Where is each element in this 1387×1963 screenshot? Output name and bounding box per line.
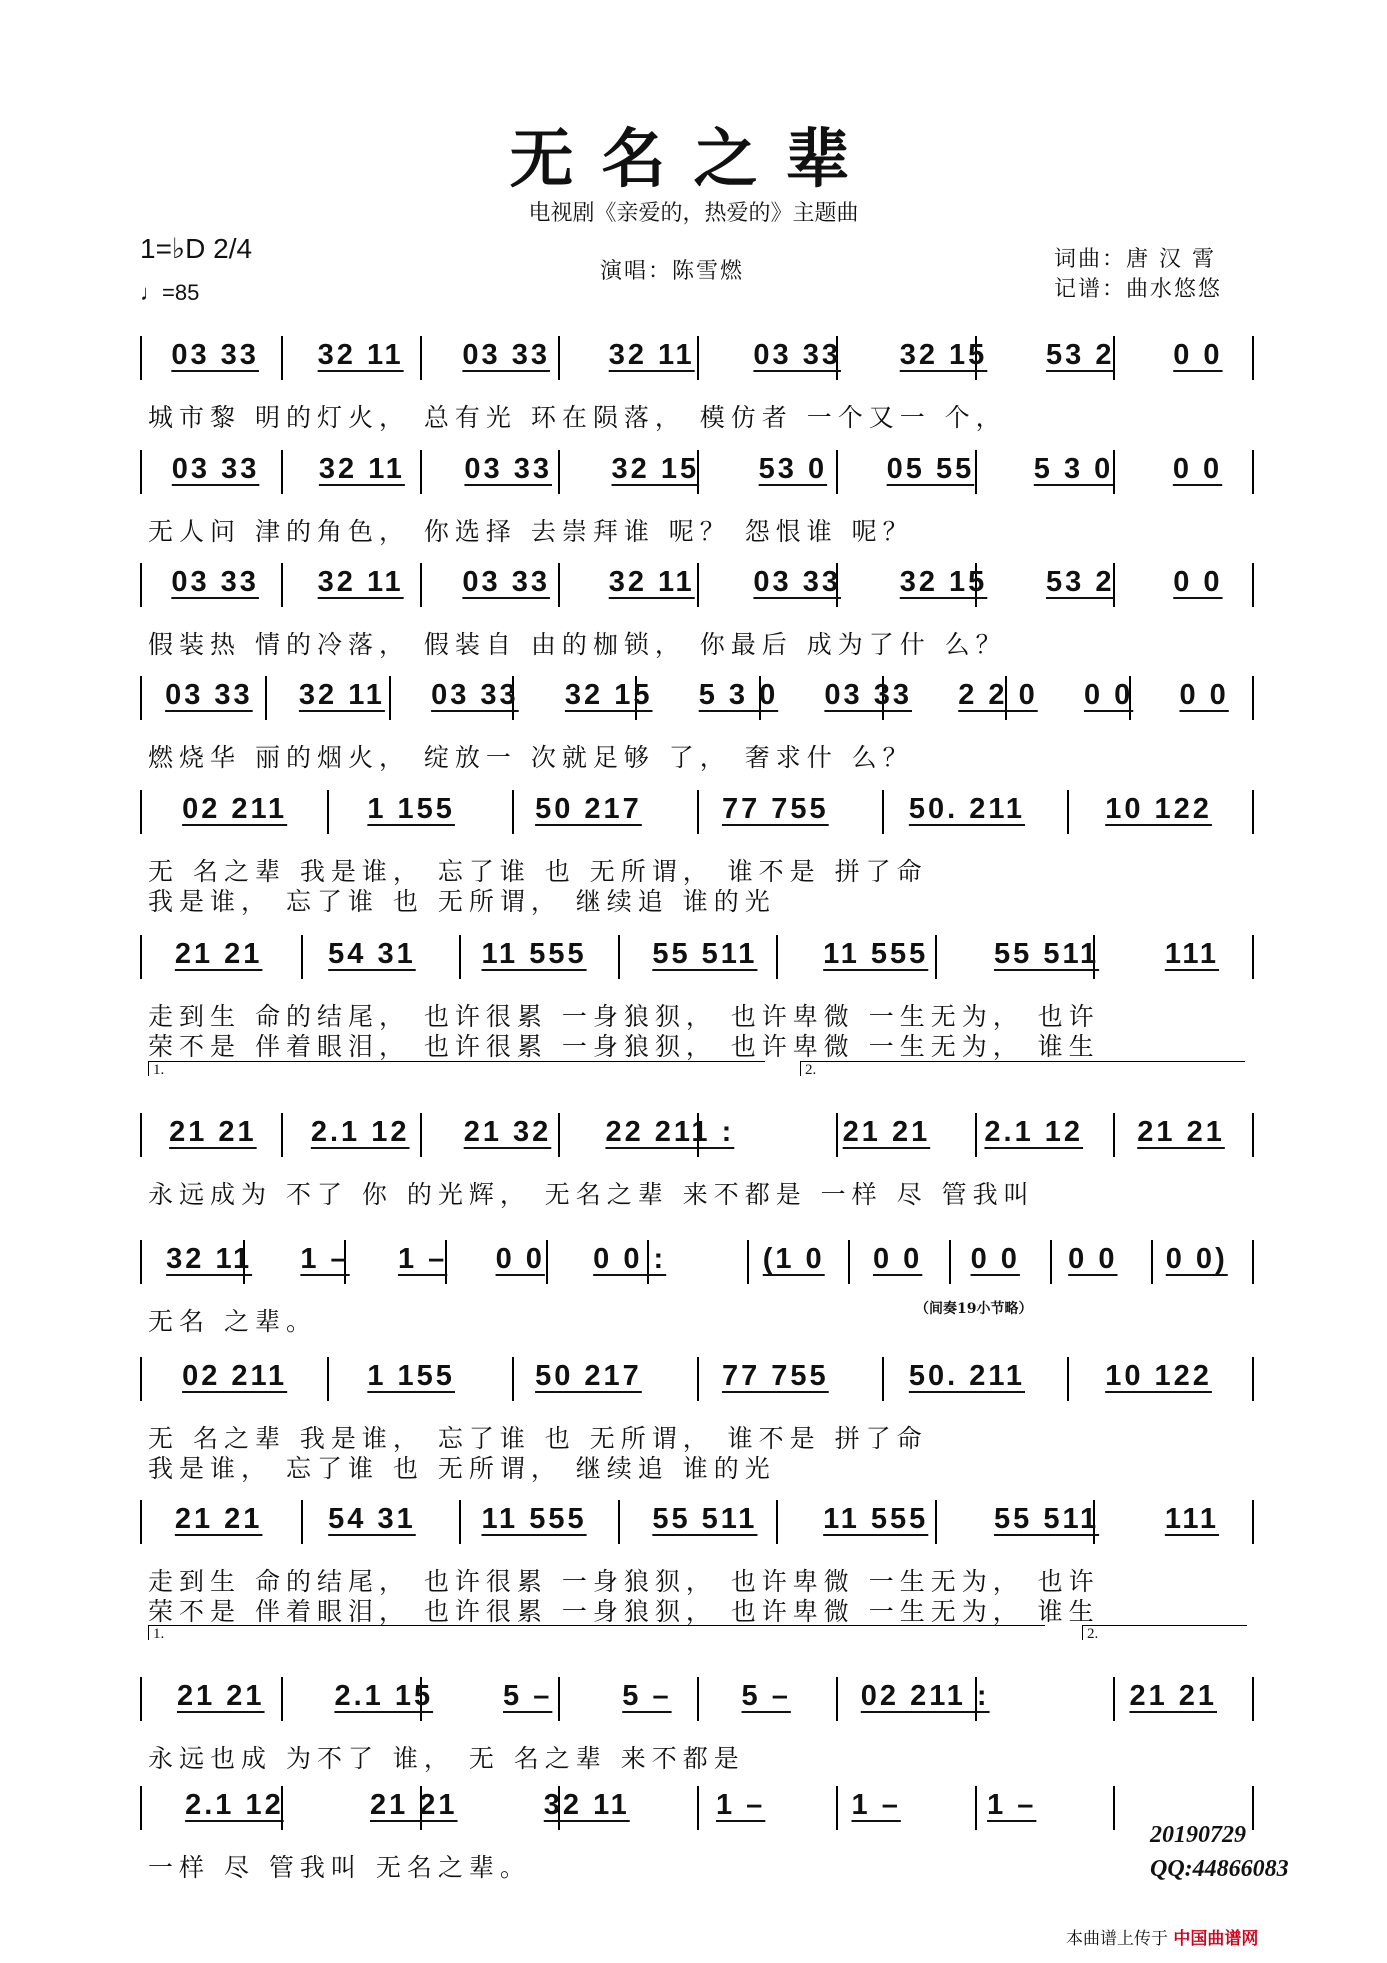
measure: 111 <box>1164 938 1220 970</box>
measure: 0 0 <box>1173 339 1223 371</box>
measure: 02 211 <box>182 1360 288 1392</box>
measure: 0 0 : <box>593 1243 667 1275</box>
measure: 5 – <box>503 1680 553 1712</box>
measure: 32 15 <box>611 453 700 485</box>
measure: 53 2 <box>1046 339 1115 371</box>
note-row <box>142 790 1252 828</box>
qq-number: QQ:44866083 <box>1150 1856 1289 1882</box>
measure: 0 0 <box>1083 679 1134 711</box>
lyric-line: 荣不是 伴着眼泪， 也许很累 一身狼狈， 也许卑微 一生无为， 谁生 <box>148 1032 1100 1061</box>
measure: 03 33 <box>431 679 519 711</box>
measure: 2.1 12 <box>185 1789 284 1821</box>
singer-credit: 演唱：陈雪燃 <box>600 259 745 284</box>
page-subtitle: 电视剧《亲爱的，热爱的》主题曲 <box>528 201 859 226</box>
measure: 03 33 <box>171 339 259 371</box>
note-row <box>142 935 1252 973</box>
measure: 32 11 <box>317 566 404 598</box>
measure: 77 755 <box>721 1360 829 1392</box>
measure: 0 0 <box>1173 566 1223 598</box>
measure: 03 33 <box>171 566 259 598</box>
measure: 2.1 12 <box>310 1116 410 1148</box>
note-row <box>142 1357 1252 1395</box>
measure: 10 122 <box>1105 1360 1212 1392</box>
site-logo[interactable]: 中国曲谱网 <box>1173 1929 1259 1949</box>
lyric-line: 无人问 津的角色， 你选择 去崇拜谁 呢？ 怨恨谁 呢？ <box>148 517 914 546</box>
lyric-line: 永远成为 不了 你 的光辉， 无名之辈 来不都是 一样 尽 管我叫 <box>148 1180 1035 1209</box>
measure: 54 31 <box>328 1503 416 1535</box>
note-row <box>142 1240 1252 1278</box>
lyric-line: 燃烧华 丽的烟火， 绽放一 次就足够 了， 奢求什 么？ <box>148 743 914 772</box>
lyric-line: 一样 尽 管我叫 无名之辈。 <box>148 1853 531 1882</box>
measure: 10 122 <box>1105 793 1212 825</box>
measure: 0 0 <box>1172 453 1223 485</box>
score-system <box>140 1786 1254 1830</box>
measure: 11 555 <box>823 938 929 970</box>
measure: 21 21 <box>174 1503 263 1535</box>
measure: 03 33 <box>824 679 912 711</box>
lyric-line: 走到生 命的结尾， 也许很累 一身狼狈， 也许卑微 一生无为， 也许 <box>148 1567 1100 1596</box>
volta-first-ending: 1. <box>148 1061 765 1076</box>
lyric-line: 无名 之辈。 <box>148 1307 317 1336</box>
note-row <box>142 336 1252 374</box>
measure: 1 155 <box>367 793 455 825</box>
measure: 21 32 <box>463 1116 552 1148</box>
lyric-line: 荣不是 伴着眼泪， 也许很累 一身狼狈， 也许卑微 一生无为， 谁生 <box>148 1597 1100 1626</box>
measure: 1 – <box>987 1789 1037 1821</box>
score-system <box>140 676 1254 720</box>
measure: 1 – <box>715 1789 766 1821</box>
note-row <box>142 450 1252 488</box>
lyric-line: 永远也成 为不了 谁， 无 名之辈 来不都是 <box>148 1744 745 1773</box>
measure: 21 21 <box>842 1116 931 1148</box>
measure: 32 15 <box>899 339 988 371</box>
measure: (1 0 <box>762 1243 825 1275</box>
measure: 21 21 <box>1137 1116 1225 1148</box>
measure: 1 155 <box>367 1360 455 1392</box>
measure: 21 21 <box>174 938 263 970</box>
measure: 0 0 <box>1179 679 1229 711</box>
score-system <box>140 336 1254 380</box>
measure: 0 0 <box>1068 1243 1118 1275</box>
measure: 50 217 <box>535 793 642 825</box>
score-system <box>140 935 1254 979</box>
measure: 53 2 <box>1046 566 1115 598</box>
lyricist-credit: 词曲：唐 汉 霄 <box>1054 247 1216 272</box>
measure: 50. 211 <box>908 1360 1026 1392</box>
tempo-mark: ♩=85 <box>140 280 200 305</box>
measure: 5 – <box>741 1680 791 1712</box>
measure: 32 11 <box>543 1789 630 1821</box>
measure: 32 11 <box>166 1243 253 1275</box>
measure: 11 555 <box>823 1503 929 1535</box>
measure: 5 3 0 <box>698 679 779 711</box>
measure: 32 15 <box>564 679 653 711</box>
lyric-line: 假装热 情的冷落， 假装自 由的枷锁， 你最后 成为了什 么？ <box>148 630 1007 659</box>
measure: 22 211 : <box>605 1116 735 1148</box>
score-system <box>140 1677 1254 1721</box>
measure: 03 33 <box>753 566 841 598</box>
measure: 32 11 <box>317 339 404 371</box>
score-system <box>140 450 1254 494</box>
measure: 32 11 <box>298 679 385 711</box>
note-row <box>142 563 1252 601</box>
score-system <box>140 1357 1254 1401</box>
measure: 32 11 <box>318 453 405 485</box>
measure: 55 511 <box>652 1503 758 1535</box>
lyric-line: 无 名之辈 我是谁， 忘了谁 也 无所谓， 谁不是 拼了命 <box>148 857 928 886</box>
measure: 21 21 <box>169 1116 257 1148</box>
measure: 53 0 <box>758 453 828 485</box>
measure: 21 21 <box>1129 1680 1218 1712</box>
lyric-line: 我是谁， 忘了谁 也 无所谓， 继续追 谁的光 <box>148 1454 776 1483</box>
page-title: 无名之辈 <box>509 122 878 197</box>
score-system <box>140 563 1254 607</box>
measure: 2.1 15 <box>334 1680 434 1712</box>
measure: 05 55 <box>886 453 975 485</box>
measure: 55 511 <box>994 1503 1100 1535</box>
lyric-line: 走到生 命的结尾， 也许很累 一身狼狈， 也许卑微 一生无为， 也许 <box>148 1002 1100 1031</box>
note-row <box>142 1500 1252 1538</box>
measure: 21 21 <box>369 1789 458 1821</box>
score-system <box>140 1500 1254 1544</box>
score-system <box>140 1240 1254 1284</box>
measure: 02 211 : <box>860 1680 990 1712</box>
note-row <box>142 1677 1252 1715</box>
measure: 03 33 <box>462 566 550 598</box>
score-system <box>140 790 1254 834</box>
measure: 1 – <box>300 1243 350 1275</box>
measure: 32 15 <box>899 566 988 598</box>
measure: 0 0 <box>970 1243 1020 1275</box>
measure: 0 0 <box>872 1243 923 1275</box>
measure: 03 33 <box>171 453 260 485</box>
transcriber-credit: 记谱：曲水悠悠 <box>1054 277 1223 302</box>
lyric-line: 我是谁， 忘了谁 也 无所谓， 继续追 谁的光 <box>148 887 776 916</box>
measure: 5 – <box>622 1680 672 1712</box>
measure: 32 11 <box>608 339 695 371</box>
measure: 55 511 <box>994 938 1100 970</box>
volta-second-ending: 2. <box>800 1061 1245 1076</box>
measure: 5 3 0 <box>1033 453 1114 485</box>
measure: 03 33 <box>165 679 253 711</box>
measure: 03 33 <box>753 339 841 371</box>
measure: 50 217 <box>535 1360 642 1392</box>
measure: 50. 211 <box>908 793 1026 825</box>
measure: 03 33 <box>462 339 550 371</box>
score-system <box>140 1113 1254 1157</box>
note-row <box>142 1113 1252 1151</box>
upload-text: 本曲谱上传于 <box>1066 1929 1168 1949</box>
note-row <box>142 676 1252 714</box>
measure: 1 – <box>397 1243 448 1275</box>
measure: 02 211 <box>182 793 288 825</box>
measure: 1 – <box>851 1789 901 1821</box>
measure: 03 33 <box>464 453 552 485</box>
measure: 55 511 <box>652 938 758 970</box>
measure: 77 755 <box>721 793 829 825</box>
measure: 21 21 <box>176 1680 265 1712</box>
footer-upload <box>1066 1924 1258 1949</box>
measure: 54 31 <box>328 938 416 970</box>
volta-second-ending: 2. <box>1082 1625 1247 1640</box>
measure: 111 <box>1164 1503 1220 1535</box>
measure: 2.1 12 <box>984 1116 1084 1148</box>
interlude-note: （间奏19小节略） <box>915 1301 1033 1317</box>
note-row <box>142 1786 1252 1824</box>
measure: 2 2 0 <box>958 679 1038 711</box>
lyric-line: 城市黎 明的灯火， 总有光 环在陨落， 模仿者 一个又一 个， <box>148 403 1007 432</box>
volta-first-ending: 1. <box>148 1625 1045 1640</box>
measure: 0 0) <box>1165 1243 1228 1275</box>
measure: 0 0 <box>495 1243 545 1275</box>
date-stamp: 20190729 <box>1150 1822 1246 1848</box>
key-signature: 1=♭D 2/4 <box>140 233 253 264</box>
lyric-line: 无 名之辈 我是谁， 忘了谁 也 无所谓， 谁不是 拼了命 <box>148 1424 928 1453</box>
measure: 11 555 <box>481 1503 587 1535</box>
measure: 32 11 <box>608 566 695 598</box>
measure: 11 555 <box>481 938 587 970</box>
